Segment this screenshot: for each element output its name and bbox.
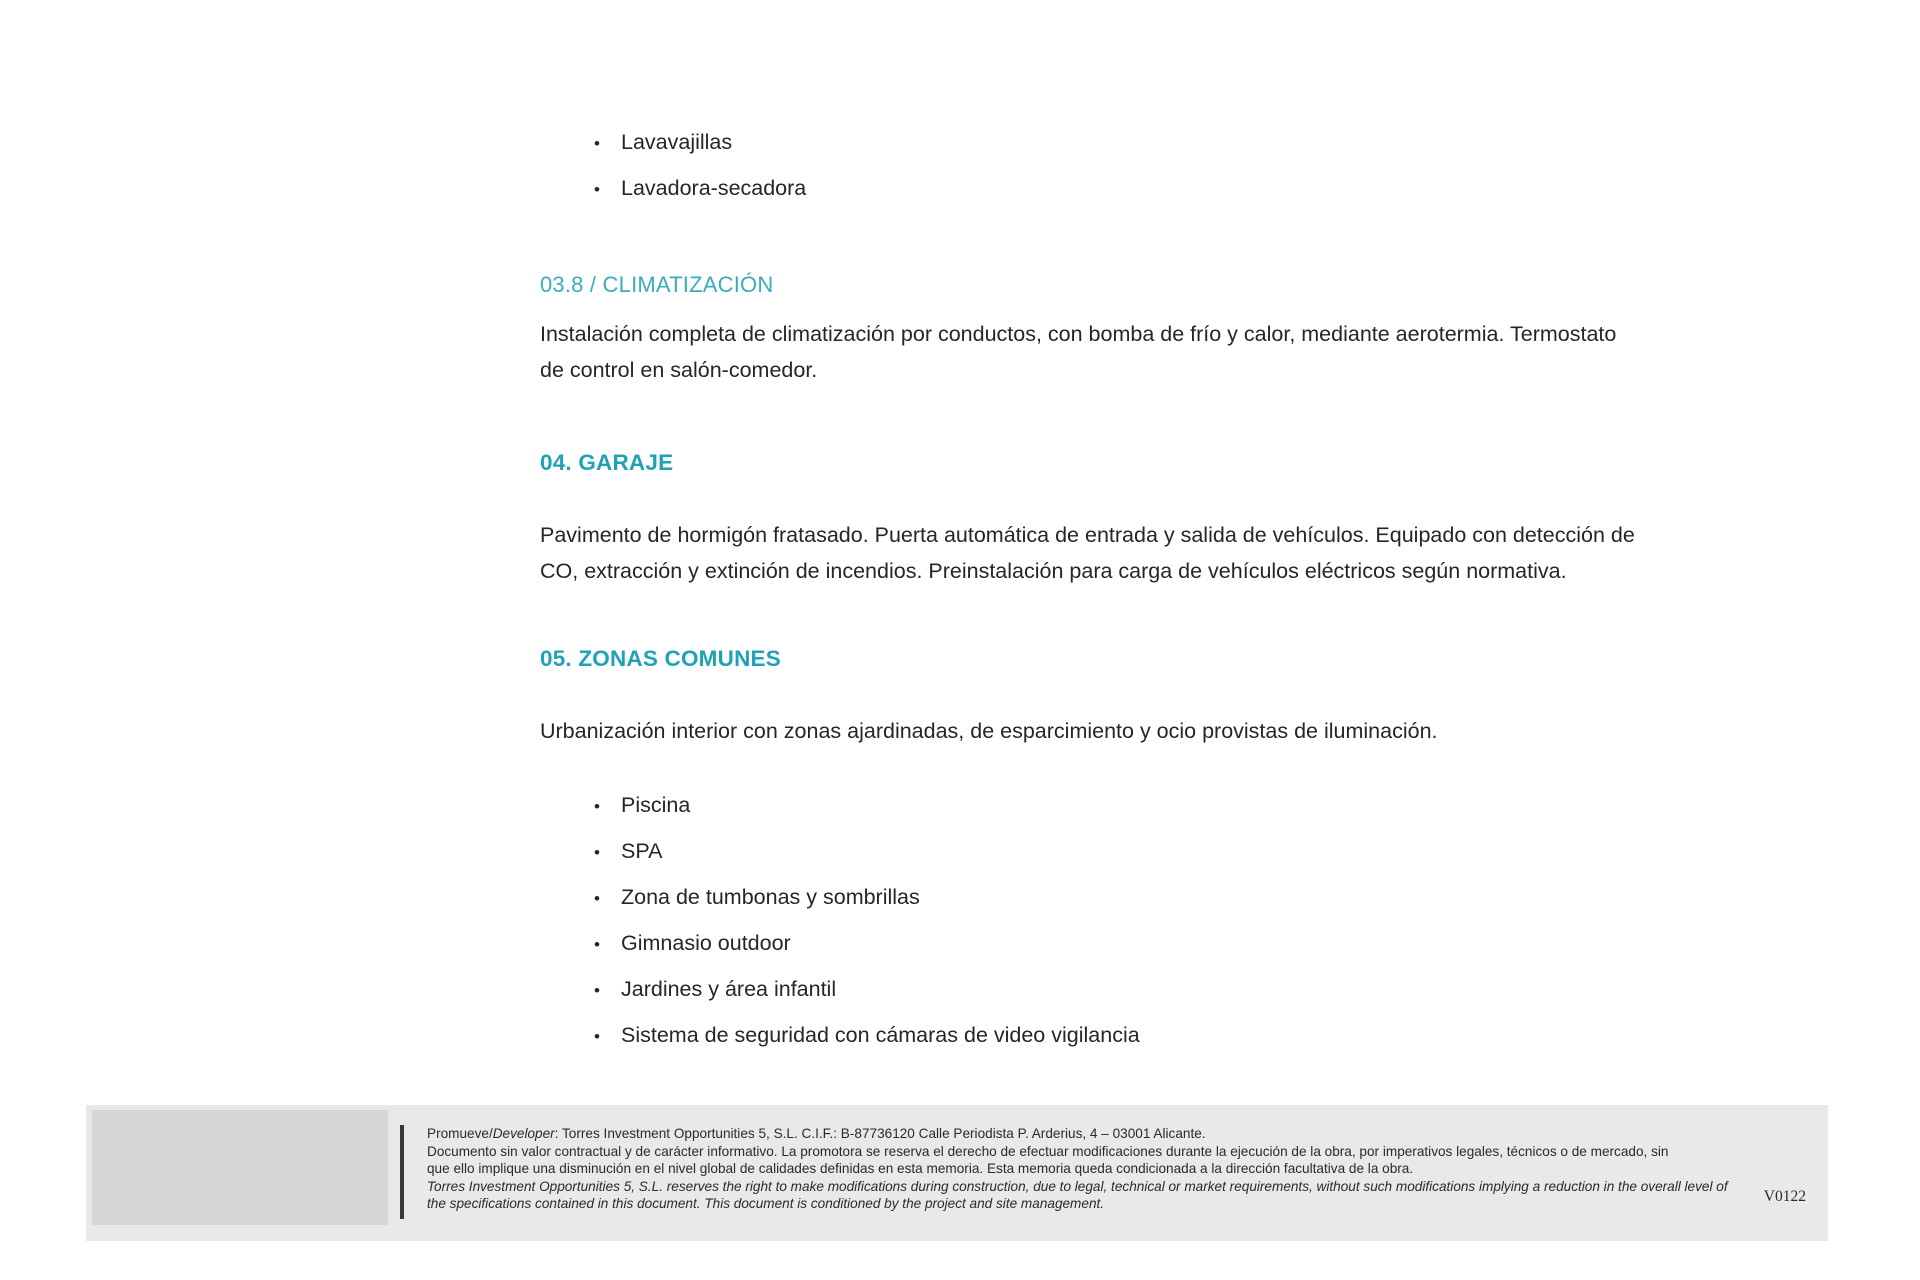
list-item xyxy=(594,837,662,867)
bullet-icon: • xyxy=(594,797,600,816)
list-item xyxy=(594,791,690,821)
list-item-label: Sistema de seguridad con cámaras de video vigilancia xyxy=(621,1023,1140,1047)
developer-line-prefix: Promueve/ xyxy=(427,1126,493,1141)
list-item-label: SPA xyxy=(621,839,663,863)
list-item-label: Jardines y área infantil xyxy=(621,977,837,1001)
disclaimer-es-line: que ello implique una disminución en el nivel global de calidades definidas en esta memoria. Esta memoria queda condicionada a la dirección facultativa de la obra. xyxy=(427,1161,1414,1177)
footer-legal-bar xyxy=(86,1105,1828,1241)
list-item-label: Zona de tumbonas y sombrillas xyxy=(621,885,920,909)
list-item-label: Gimnasio outdoor xyxy=(621,931,791,955)
bullet-icon: • xyxy=(594,935,600,954)
footer-developer-line xyxy=(427,1125,1827,1143)
list-item xyxy=(594,1021,1140,1051)
list-item xyxy=(594,174,806,204)
footer-disclaimer-text xyxy=(427,1125,1827,1213)
document-version-code: V0122 xyxy=(1763,1188,1806,1205)
bullet-icon: • xyxy=(594,134,600,153)
paragraph-line: de control en salón-comedor. xyxy=(540,358,818,382)
list-item xyxy=(594,929,791,959)
paragraph-line: Urbanización interior con zonas ajardinadas, de esparcimiento y ocio provistas de iluminación. xyxy=(540,719,1438,743)
bullet-icon: • xyxy=(594,981,600,1000)
bullet-icon: • xyxy=(594,889,600,908)
section-heading-zonas-comunes: 05. ZONAS COMUNES xyxy=(540,646,781,671)
disclaimer-en-line: the specifications contained in this document. This document is conditioned by the project and site management. xyxy=(427,1196,1105,1212)
paragraph-line: Instalación completa de climatización por conductos, con bomba de frío y calor, mediante aerotermia. Termostato xyxy=(540,322,1617,346)
paragraph-line: Pavimento de hormigón fratasado. Puerta automática de entrada y salida de vehículos. Equipado con detección de xyxy=(540,523,1635,547)
list-item xyxy=(594,883,920,913)
list-item-label: Lavavajillas xyxy=(621,130,733,154)
section-heading-climatizacion: 03.8 / CLIMATIZACIÓN xyxy=(540,272,774,297)
section-heading-garaje: 04. GARAJE xyxy=(540,450,674,475)
disclaimer-es-line: Documento sin valor contractual y de carácter informativo. La promotora se reserva el derecho de efectuar modificaciones durante la ejecución de la obra, por imperativos legales, técnicos o de mercado, sin xyxy=(427,1143,1669,1159)
list-item xyxy=(594,128,732,158)
paragraph-garaje xyxy=(540,517,1850,589)
list-item-label: Lavadora-secadora xyxy=(621,176,807,200)
bullet-icon: • xyxy=(594,843,600,862)
bullet-icon: • xyxy=(594,1027,600,1046)
developer-line-italic: Developer xyxy=(492,1126,555,1141)
list-item-label: Piscina xyxy=(621,793,691,817)
paragraph-climatizacion xyxy=(540,316,1850,388)
disclaimer-en-line: Torres Investment Opportunities 5, S.L. reserves the right to make modifications during construction, due to legal, technical or market requirements, without such modifications implying a reduction in the overall level of xyxy=(427,1178,1728,1194)
bullet-icon: • xyxy=(594,180,600,199)
footer-logo-placeholder xyxy=(92,1110,388,1225)
paragraph-line: CO, extracción y extinción de incendios. Preinstalación para carga de vehículos eléctricos según normativa. xyxy=(540,559,1567,583)
list-item xyxy=(594,975,836,1005)
footer-divider xyxy=(400,1125,404,1219)
developer-line-rest: : Torres Investment Opportunities 5, S.L. C.I.F.: B-87736120 Calle Periodista P. Arderius, 4 – 03001 Alicante. xyxy=(554,1126,1206,1141)
paragraph-zonas-comunes xyxy=(540,713,1850,749)
